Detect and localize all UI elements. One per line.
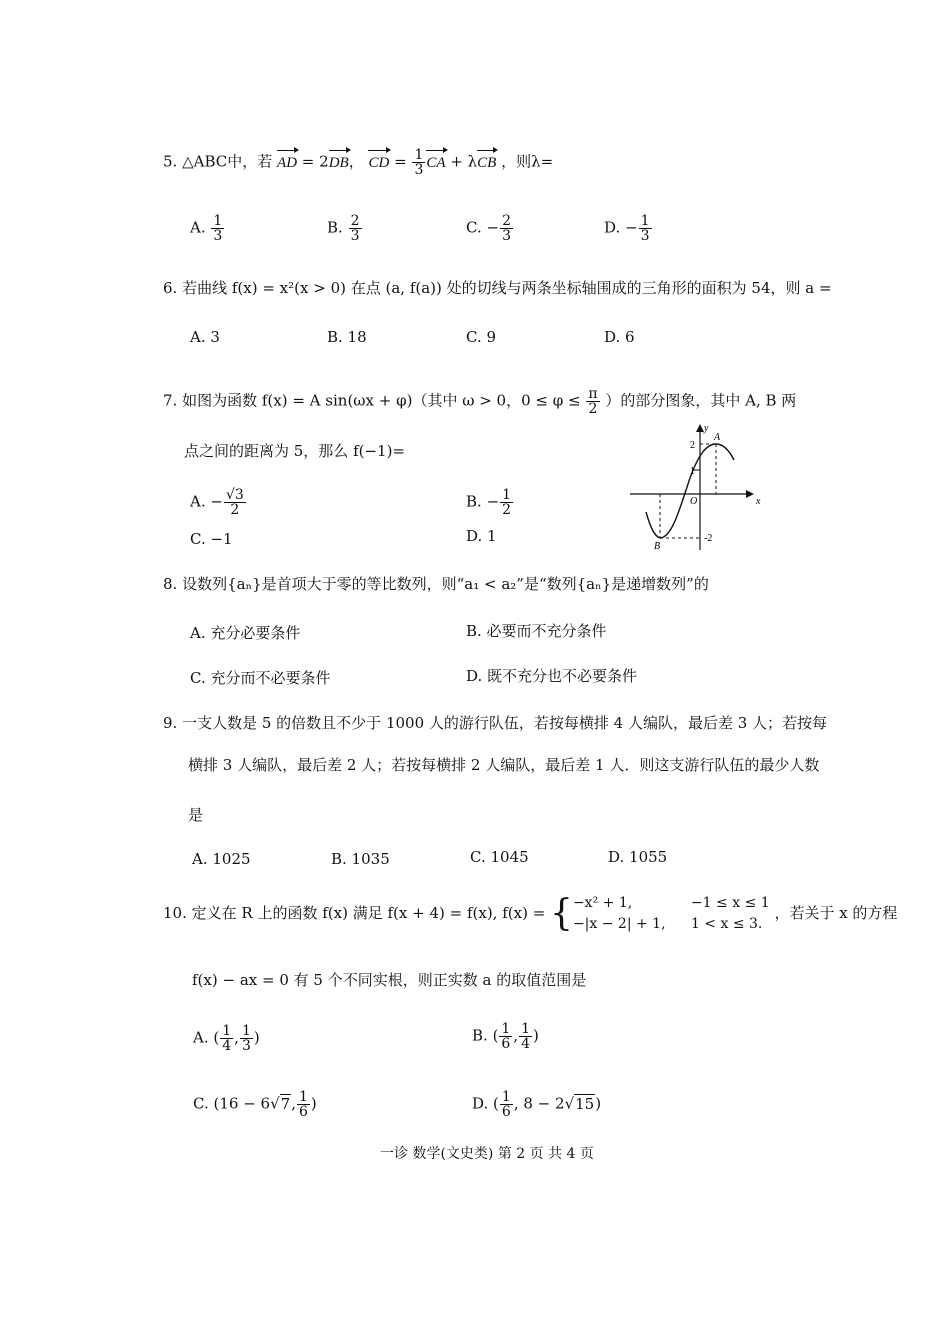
q8-option-c[interactable]: C. 充分而不必要条件	[190, 669, 331, 687]
label-x: x	[756, 496, 761, 507]
separator: ，	[348, 152, 364, 171]
label-tick-neg2: -2	[704, 533, 713, 544]
fraction: $\frac{1}{6}$	[501, 1089, 511, 1120]
option-label: D.	[604, 218, 621, 237]
case-2-expression: −|x − 2| + 1,	[572, 916, 666, 932]
question-number: 6.	[163, 279, 178, 297]
label-B: B	[654, 541, 661, 552]
fraction: $\frac{1}{4}$	[222, 1023, 232, 1054]
fraction: $\frac{2}{3}$	[350, 213, 360, 244]
q8-option-a[interactable]: A. 充分必要条件	[190, 624, 301, 642]
option-label: B.	[472, 1026, 488, 1045]
question-8	[163, 574, 709, 594]
radicand: 15	[575, 1094, 595, 1113]
question-9-line-2: 横排 3 人编队，最后差 2 人；若按每横排 2 人编队，最后差 1 人．则这支游行队伍的最少人数	[188, 756, 820, 774]
fraction-pi-over-2: $\frac{\pi}{2}$	[588, 386, 598, 417]
question-text: 若曲线 f(x) = x²(x > 0) 在点 (a, f(a)) 处的切线与两条坐标轴围成的三角形的面积为 54，则 a =	[182, 279, 832, 297]
question-text: 定义在 R 上的函数 f(x) 满足 f(x + 4) = f(x), f(x) =	[191, 904, 546, 922]
q6-option-c[interactable]: C. 9	[466, 328, 497, 346]
question-text: 如图为函数 f(x) = A sin(ωx + φ)（其中 ω > 0，0 ≤ φ ≤	[182, 391, 581, 410]
fraction: $\frac{1}{6}$	[501, 1021, 511, 1052]
case-1-condition: −1 ≤ x ≤ 1	[690, 895, 770, 911]
y-axis-arrow	[696, 424, 704, 432]
question-text: △ABC中，若	[182, 152, 273, 171]
page-footer: 一诊 数学(文史类) 第 2 页 共 4 页	[380, 1146, 594, 1162]
q9-option-b[interactable]: B. 1035	[331, 850, 390, 868]
q7-option-d[interactable]: D. 1	[466, 527, 497, 545]
expr-part: )	[310, 1094, 317, 1113]
fraction: $\frac{1}{3}$	[213, 213, 223, 244]
q9-option-c[interactable]: C. 1045	[470, 848, 529, 866]
expr-part: ,	[291, 1094, 296, 1113]
q5-option-a[interactable]	[190, 214, 225, 243]
question-10	[163, 893, 897, 935]
question-9-line-3: 是	[188, 806, 204, 824]
piecewise-brace: {	[550, 893, 573, 934]
case-2-condition: 1 < x ≤ 3.	[690, 916, 763, 932]
vector-CD: CD	[368, 154, 390, 171]
question-7	[163, 387, 796, 416]
question-6	[163, 278, 832, 298]
fraction: $\frac{1}{2}$	[502, 487, 512, 518]
option-label: A.	[190, 218, 206, 237]
q7-option-a[interactable]: A. − $\frac{√3}{2}$	[190, 487, 244, 518]
q9-option-d[interactable]: D. 1055	[608, 848, 668, 866]
option-label: A.	[190, 492, 206, 511]
sine-graph	[620, 418, 760, 554]
piecewise-cases	[573, 893, 770, 935]
question-text: 一支人数是 5 的倍数且不少于 1000 人的游行队伍，若按每横排 4 人编队，最后差 3 人；若按每	[182, 714, 828, 732]
expr-part: (16 − 6	[213, 1094, 271, 1113]
option-label: C.	[193, 1094, 209, 1113]
option-label: B.	[466, 492, 482, 511]
question-text-end: ）的部分图象，其中 A, B 两	[605, 391, 797, 410]
q7-option-b[interactable]: B. − $\frac{1}{2}$	[466, 487, 512, 518]
case-1-expression: −x² + 1,	[572, 895, 633, 911]
question-5: 5. △ABC中，若 AD = 2DB， CD = $\frac{1}{3}$ CA + λCB ，则λ=	[163, 147, 554, 178]
question-10-line-2: f(x) − ax = 0 有 5 个不同实根，则正实数 a 的取值范围是	[192, 971, 587, 989]
fraction: $\frac{2}{3}$	[502, 213, 511, 244]
fraction: $\frac{1}{3}$	[414, 147, 424, 178]
option-label: D.	[472, 1094, 489, 1113]
question-number: 8.	[163, 575, 178, 593]
label-tick-1: 1	[690, 466, 695, 477]
q5-option-b[interactable]	[327, 214, 363, 243]
label-O: O	[690, 496, 698, 507]
q9-option-a[interactable]: A. 1025	[192, 850, 251, 868]
question-9	[163, 713, 827, 733]
label-tick-2: 2	[690, 440, 695, 451]
fraction: $\frac{1}{3}$	[241, 1023, 251, 1054]
question-text: 设数列{aₙ}是首项大于零的等比数列，则“a₁ < a₂”是“数列{aₙ}是递增数列”的	[182, 575, 709, 593]
q10-option-b[interactable]: B. ( $\frac{1}{6}$ , $\frac{1}{4}$ )	[472, 1021, 539, 1052]
expr-part: , 8 − 2	[513, 1094, 565, 1113]
q8-option-b[interactable]: B. 必要而不充分条件	[466, 622, 607, 640]
q6-option-a[interactable]: A. 3	[190, 328, 220, 346]
q10-option-a[interactable]: A. ( $\frac{1}{4}$ , $\frac{1}{3}$ )	[193, 1023, 260, 1054]
sign: −	[625, 218, 638, 237]
fraction: $\frac{1}{6}$	[298, 1089, 308, 1120]
option-label: B.	[327, 218, 343, 237]
sine-curve	[646, 444, 734, 538]
vector-CB: CB	[477, 154, 497, 171]
question-number: 9.	[163, 714, 178, 732]
option-label: C.	[466, 218, 482, 237]
sign: −	[486, 218, 500, 237]
question-number: 7.	[163, 391, 178, 410]
q7-option-c[interactable]: C. −1	[190, 530, 233, 548]
q5-option-d[interactable]	[604, 214, 653, 243]
question-7-line-2: 点之间的距离为 5，那么 f(−1)=	[184, 442, 406, 460]
vector-AD: AD	[277, 154, 298, 171]
option-label: A.	[193, 1028, 209, 1047]
x-axis-arrow	[746, 490, 754, 498]
vector-DB: DB	[328, 154, 349, 171]
label-A: A	[714, 432, 721, 443]
label-y: y	[704, 423, 709, 434]
fraction: $\frac{1}{4}$	[521, 1021, 531, 1052]
q10-option-d[interactable]: D. ( $\frac{1}{6}$ , 8 − 2√15)	[472, 1089, 602, 1120]
question-text-end: ，则λ=	[501, 152, 554, 171]
radicand: 7	[280, 1094, 291, 1113]
expr-part: (	[493, 1094, 499, 1113]
q8-option-d[interactable]: D. 既不充分也不必要条件	[466, 667, 638, 685]
fraction: $\frac{√3}{2}$	[225, 487, 244, 518]
q5-option-c[interactable]	[466, 214, 514, 243]
q6-option-b[interactable]: B. 18	[327, 328, 367, 346]
question-number: 5.	[163, 152, 178, 171]
fraction: $\frac{1}{3}$	[640, 213, 650, 244]
question-number: 10.	[163, 904, 187, 922]
q10-option-c[interactable]: C. (16 − 6√7, $\frac{1}{6}$ )	[193, 1089, 317, 1120]
question-text-end: ，若关于 x 的方程	[774, 904, 898, 922]
vector-CA: CA	[426, 154, 446, 171]
expr-part: )	[595, 1094, 602, 1113]
q6-option-d[interactable]: D. 6	[604, 328, 635, 346]
